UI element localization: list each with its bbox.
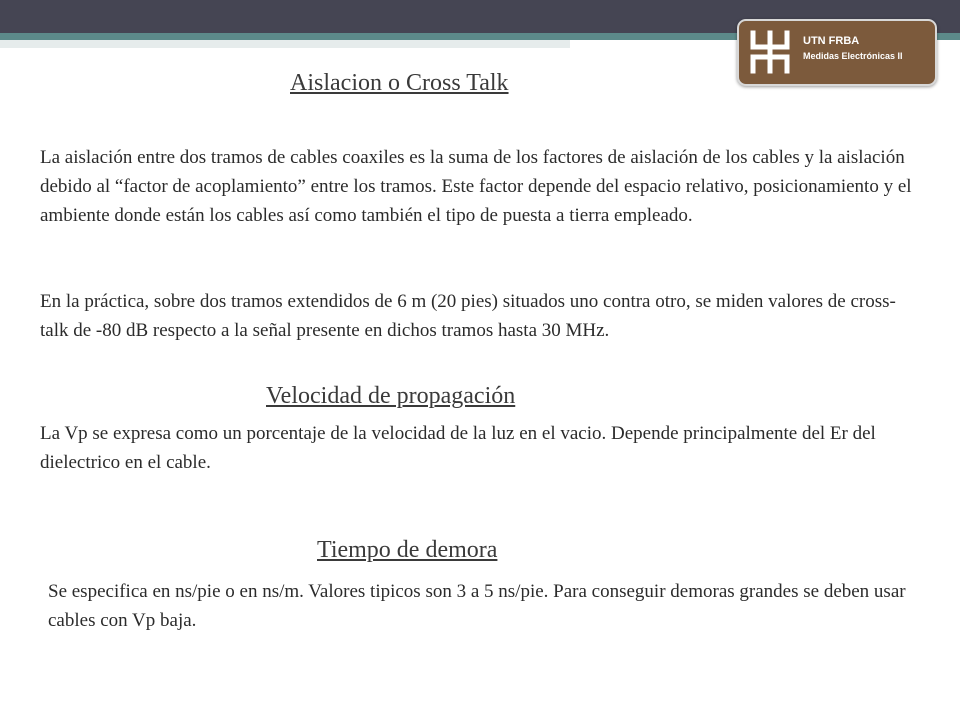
utn-logo-icon [745,27,795,77]
velocity-title: Velocidad de propagación [266,383,516,409]
cross-talk-paragraph-2: En la práctica, sobre dos tramos extendidos de 6 m (20 pies) situados uno contra otro, se miden valores de cross-talk de -80 dB respecto a la señal presente en dichos tramos hasta 30 MHz. [40,291,896,341]
utn-badge [737,19,937,86]
badge-subtitle: Medidas Electrónicas II [803,51,903,61]
accent-stripe-light [0,40,570,48]
cross-talk-paragraph-1: La aislación entre dos tramos de cables coaxiles es la suma de los factores de aislación de los cables y la aislación debido al “factor de acoplamiento” entre los tramos. Este factor depende del espacio relativo, posicionamiento y el ambiente donde están los cables así como también el tipo de puesta a tierra empleado. [40,147,912,226]
cross-talk-title: Aislacion o Cross Talk [290,70,509,96]
delay-title: Tiempo de demora [317,537,498,563]
velocity-paragraph: La Vp se expresa como un porcentaje de la velocidad de la luz en el vacio. Depende principalmente del Er del dielectrico en el cable. [40,423,876,473]
delay-paragraph: Se especifica en ns/pie o en ns/m. Valores tipicos son 3 a 5 ns/pie. Para conseguir demoras grandes se deben usar cables con Vp baja. [48,581,906,631]
badge-title: UTN FRBA [803,35,860,47]
